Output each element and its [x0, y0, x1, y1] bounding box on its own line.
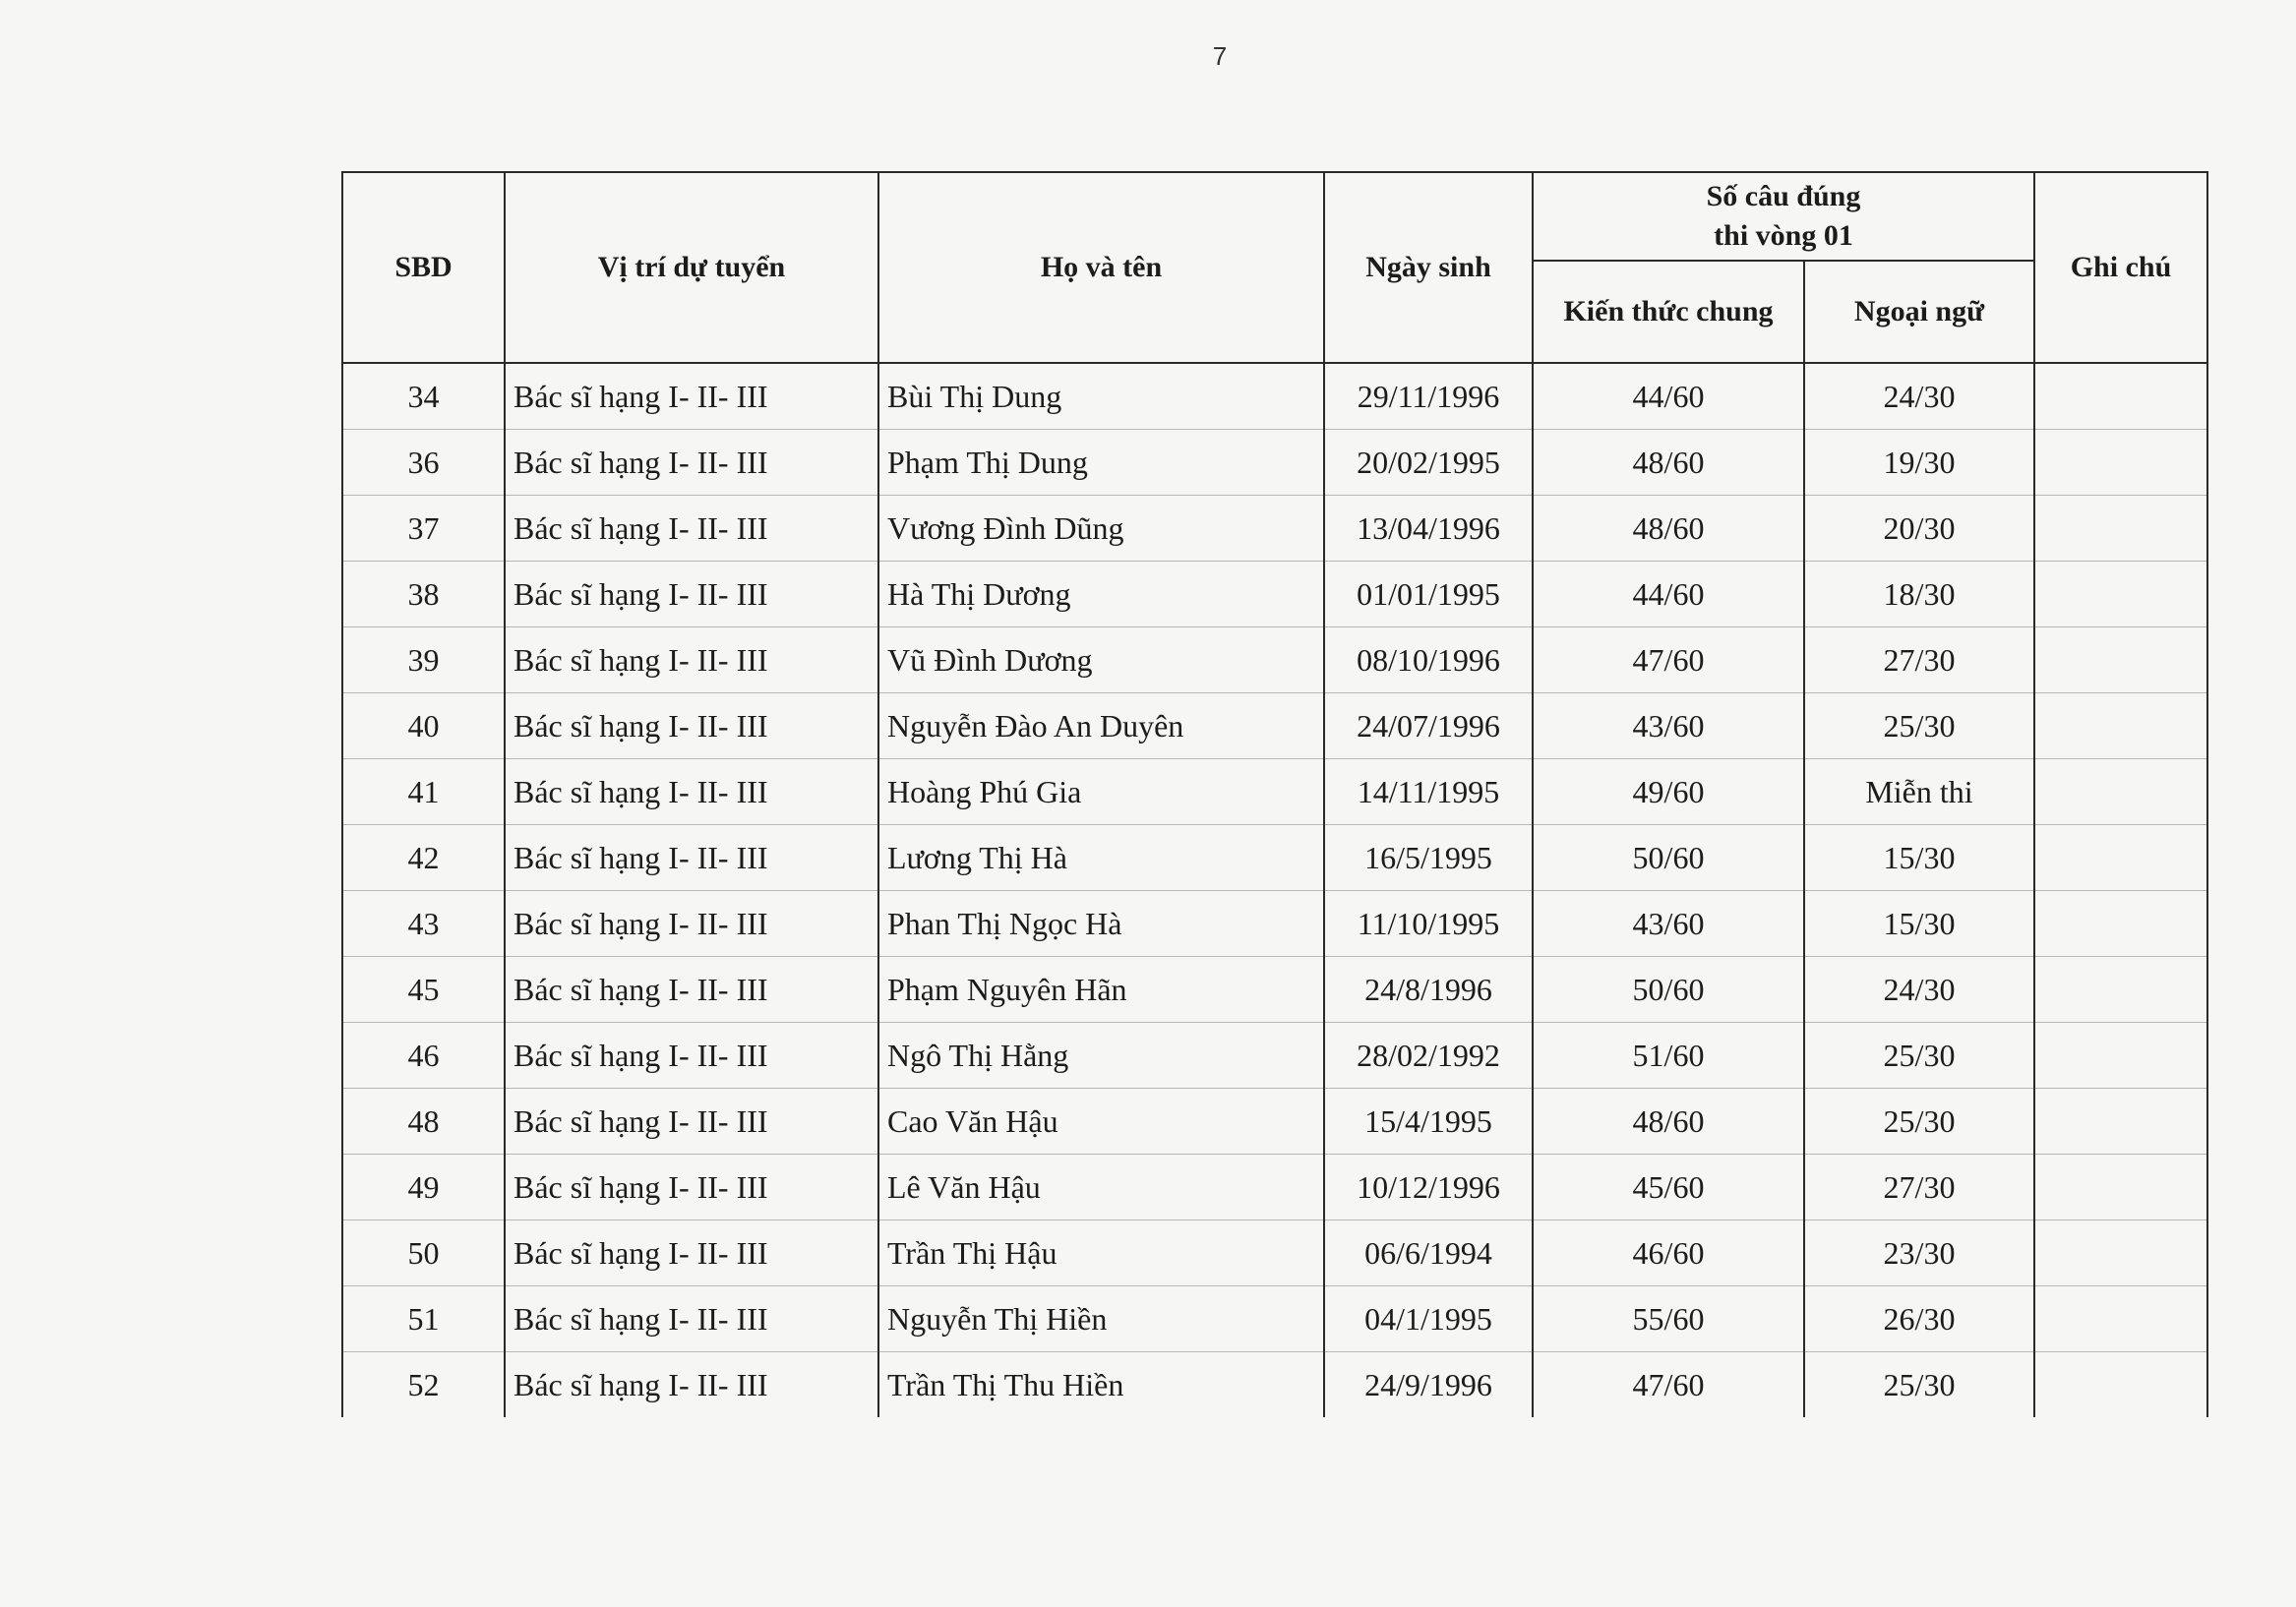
general-knowledge-cell: 47/60	[1533, 627, 1804, 693]
foreign-language-cell: 27/30	[1804, 627, 2034, 693]
note-cell	[2034, 496, 2207, 562]
header-note: Ghi chú	[2034, 172, 2207, 363]
dob-cell: 06/6/1994	[1324, 1220, 1533, 1286]
foreign-language-cell: 15/30	[1804, 891, 2034, 957]
general-knowledge-cell: 48/60	[1533, 1089, 1804, 1155]
sbd-cell: 49	[342, 1155, 505, 1220]
header-sbd: SBD	[342, 172, 505, 363]
foreign-language-cell: 25/30	[1804, 1089, 2034, 1155]
header-general-knowledge: Kiến thức chung	[1533, 261, 1804, 363]
name-cell: Nguyễn Thị Hiền	[878, 1286, 1324, 1352]
table-row	[342, 759, 2207, 825]
note-cell	[2034, 430, 2207, 496]
general-knowledge-cell: 51/60	[1533, 1023, 1804, 1089]
general-knowledge-cell: 48/60	[1533, 496, 1804, 562]
table-row	[342, 430, 2207, 496]
sbd-cell: 41	[342, 759, 505, 825]
sbd-cell: 50	[342, 1220, 505, 1286]
name-cell: Trần Thị Hậu	[878, 1220, 1324, 1286]
dob-cell: 15/4/1995	[1324, 1089, 1533, 1155]
dob-cell: 24/9/1996	[1324, 1352, 1533, 1418]
general-knowledge-cell: 47/60	[1533, 1352, 1804, 1418]
position-cell: Bác sĩ hạng I- II- III	[505, 430, 878, 496]
dob-cell: 01/01/1995	[1324, 562, 1533, 627]
position-cell: Bác sĩ hạng I- II- III	[505, 1089, 878, 1155]
name-cell: Bùi Thị Dung	[878, 363, 1324, 430]
position-cell: Bác sĩ hạng I- II- III	[505, 957, 878, 1023]
table-row	[342, 1352, 2207, 1418]
note-cell	[2034, 1352, 2207, 1418]
name-cell: Trần Thị Thu Hiền	[878, 1352, 1324, 1418]
note-cell	[2034, 825, 2207, 891]
dob-cell: 11/10/1995	[1324, 891, 1533, 957]
name-cell: Lê Văn Hậu	[878, 1155, 1324, 1220]
general-knowledge-cell: 49/60	[1533, 759, 1804, 825]
table-row	[342, 891, 2207, 957]
position-cell: Bác sĩ hạng I- II- III	[505, 562, 878, 627]
note-cell	[2034, 891, 2207, 957]
sbd-cell: 51	[342, 1286, 505, 1352]
sbd-cell: 48	[342, 1089, 505, 1155]
position-cell: Bác sĩ hạng I- II- III	[505, 891, 878, 957]
table-row	[342, 1155, 2207, 1220]
foreign-language-cell: 24/30	[1804, 957, 2034, 1023]
general-knowledge-cell: 44/60	[1533, 363, 1804, 430]
note-cell	[2034, 627, 2207, 693]
name-cell: Phan Thị Ngọc Hà	[878, 891, 1324, 957]
position-cell: Bác sĩ hạng I- II- III	[505, 1352, 878, 1418]
dob-cell: 14/11/1995	[1324, 759, 1533, 825]
note-cell	[2034, 1220, 2207, 1286]
general-knowledge-cell: 43/60	[1533, 693, 1804, 759]
sbd-cell: 46	[342, 1023, 505, 1089]
sbd-cell: 37	[342, 496, 505, 562]
note-cell	[2034, 957, 2207, 1023]
sbd-cell: 52	[342, 1352, 505, 1418]
foreign-language-cell: 23/30	[1804, 1220, 2034, 1286]
position-cell: Bác sĩ hạng I- II- III	[505, 1023, 878, 1089]
dob-cell: 20/02/1995	[1324, 430, 1533, 496]
table-row	[342, 363, 2207, 430]
sbd-cell: 43	[342, 891, 505, 957]
dob-cell: 28/02/1992	[1324, 1023, 1533, 1089]
general-knowledge-cell: 46/60	[1533, 1220, 1804, 1286]
foreign-language-cell: 18/30	[1804, 562, 2034, 627]
foreign-language-cell: 20/30	[1804, 496, 2034, 562]
general-knowledge-cell: 50/60	[1533, 957, 1804, 1023]
table-row	[342, 1286, 2207, 1352]
note-cell	[2034, 1023, 2207, 1089]
general-knowledge-cell: 55/60	[1533, 1286, 1804, 1352]
table-row	[342, 562, 2207, 627]
foreign-language-cell: 19/30	[1804, 430, 2034, 496]
sbd-cell: 42	[342, 825, 505, 891]
name-cell: Hoàng Phú Gia	[878, 759, 1324, 825]
note-cell	[2034, 363, 2207, 430]
table-row	[342, 1089, 2207, 1155]
general-knowledge-cell: 43/60	[1533, 891, 1804, 957]
note-cell	[2034, 562, 2207, 627]
sbd-cell: 40	[342, 693, 505, 759]
name-cell: Vương Đình Dũng	[878, 496, 1324, 562]
note-cell	[2034, 1089, 2207, 1155]
position-cell: Bác sĩ hạng I- II- III	[505, 496, 878, 562]
position-cell: Bác sĩ hạng I- II- III	[505, 759, 878, 825]
foreign-language-cell: 25/30	[1804, 1352, 2034, 1418]
note-cell	[2034, 1286, 2207, 1352]
foreign-language-cell: 24/30	[1804, 363, 2034, 430]
table-row	[342, 1023, 2207, 1089]
page-number: 7	[1212, 41, 1228, 71]
table-row	[342, 1220, 2207, 1286]
foreign-language-cell: 26/30	[1804, 1286, 2034, 1352]
name-cell: Lương Thị Hà	[878, 825, 1324, 891]
position-cell: Bác sĩ hạng I- II- III	[505, 363, 878, 430]
foreign-language-cell: Miễn thi	[1804, 759, 2034, 825]
position-cell: Bác sĩ hạng I- II- III	[505, 627, 878, 693]
note-cell	[2034, 1155, 2207, 1220]
dob-cell: 24/07/1996	[1324, 693, 1533, 759]
table-body	[342, 363, 2207, 1417]
dob-cell: 13/04/1996	[1324, 496, 1533, 562]
position-cell: Bác sĩ hạng I- II- III	[505, 825, 878, 891]
dob-cell: 29/11/1996	[1324, 363, 1533, 430]
sbd-cell: 34	[342, 363, 505, 430]
position-cell: Bác sĩ hạng I- II- III	[505, 693, 878, 759]
dob-cell: 08/10/1996	[1324, 627, 1533, 693]
header-score-group: Số câu đúng thi vòng 01	[1533, 172, 2034, 261]
table-row	[342, 957, 2207, 1023]
position-cell: Bác sĩ hạng I- II- III	[505, 1155, 878, 1220]
table-row	[342, 496, 2207, 562]
name-cell: Hà Thị Dương	[878, 562, 1324, 627]
general-knowledge-cell: 48/60	[1533, 430, 1804, 496]
header-dob: Ngày sinh	[1324, 172, 1533, 363]
general-knowledge-cell: 50/60	[1533, 825, 1804, 891]
dob-cell: 04/1/1995	[1324, 1286, 1533, 1352]
header-full-name: Họ và tên	[878, 172, 1324, 363]
note-cell	[2034, 693, 2207, 759]
sbd-cell: 36	[342, 430, 505, 496]
sbd-cell: 38	[342, 562, 505, 627]
table-row	[342, 627, 2207, 693]
table-row	[342, 825, 2207, 891]
foreign-language-cell: 25/30	[1804, 1023, 2034, 1089]
sbd-cell: 45	[342, 957, 505, 1023]
name-cell: Vũ Đình Dương	[878, 627, 1324, 693]
dob-cell: 16/5/1995	[1324, 825, 1533, 891]
name-cell: Cao Văn Hậu	[878, 1089, 1324, 1155]
name-cell: Ngô Thị Hằng	[878, 1023, 1324, 1089]
foreign-language-cell: 15/30	[1804, 825, 2034, 891]
note-cell	[2034, 759, 2207, 825]
sbd-cell: 39	[342, 627, 505, 693]
general-knowledge-cell: 44/60	[1533, 562, 1804, 627]
general-knowledge-cell: 45/60	[1533, 1155, 1804, 1220]
position-cell: Bác sĩ hạng I- II- III	[505, 1286, 878, 1352]
results-table	[341, 171, 2208, 1417]
dob-cell: 10/12/1996	[1324, 1155, 1533, 1220]
name-cell: Phạm Nguyên Hãn	[878, 957, 1324, 1023]
header-position: Vị trí dự tuyển	[505, 172, 878, 363]
foreign-language-cell: 27/30	[1804, 1155, 2034, 1220]
name-cell: Nguyễn Đào An Duyên	[878, 693, 1324, 759]
table-row	[342, 693, 2207, 759]
position-cell: Bác sĩ hạng I- II- III	[505, 1220, 878, 1286]
name-cell: Phạm Thị Dung	[878, 430, 1324, 496]
dob-cell: 24/8/1996	[1324, 957, 1533, 1023]
foreign-language-cell: 25/30	[1804, 693, 2034, 759]
header-foreign-language: Ngoại ngữ	[1804, 261, 2034, 363]
